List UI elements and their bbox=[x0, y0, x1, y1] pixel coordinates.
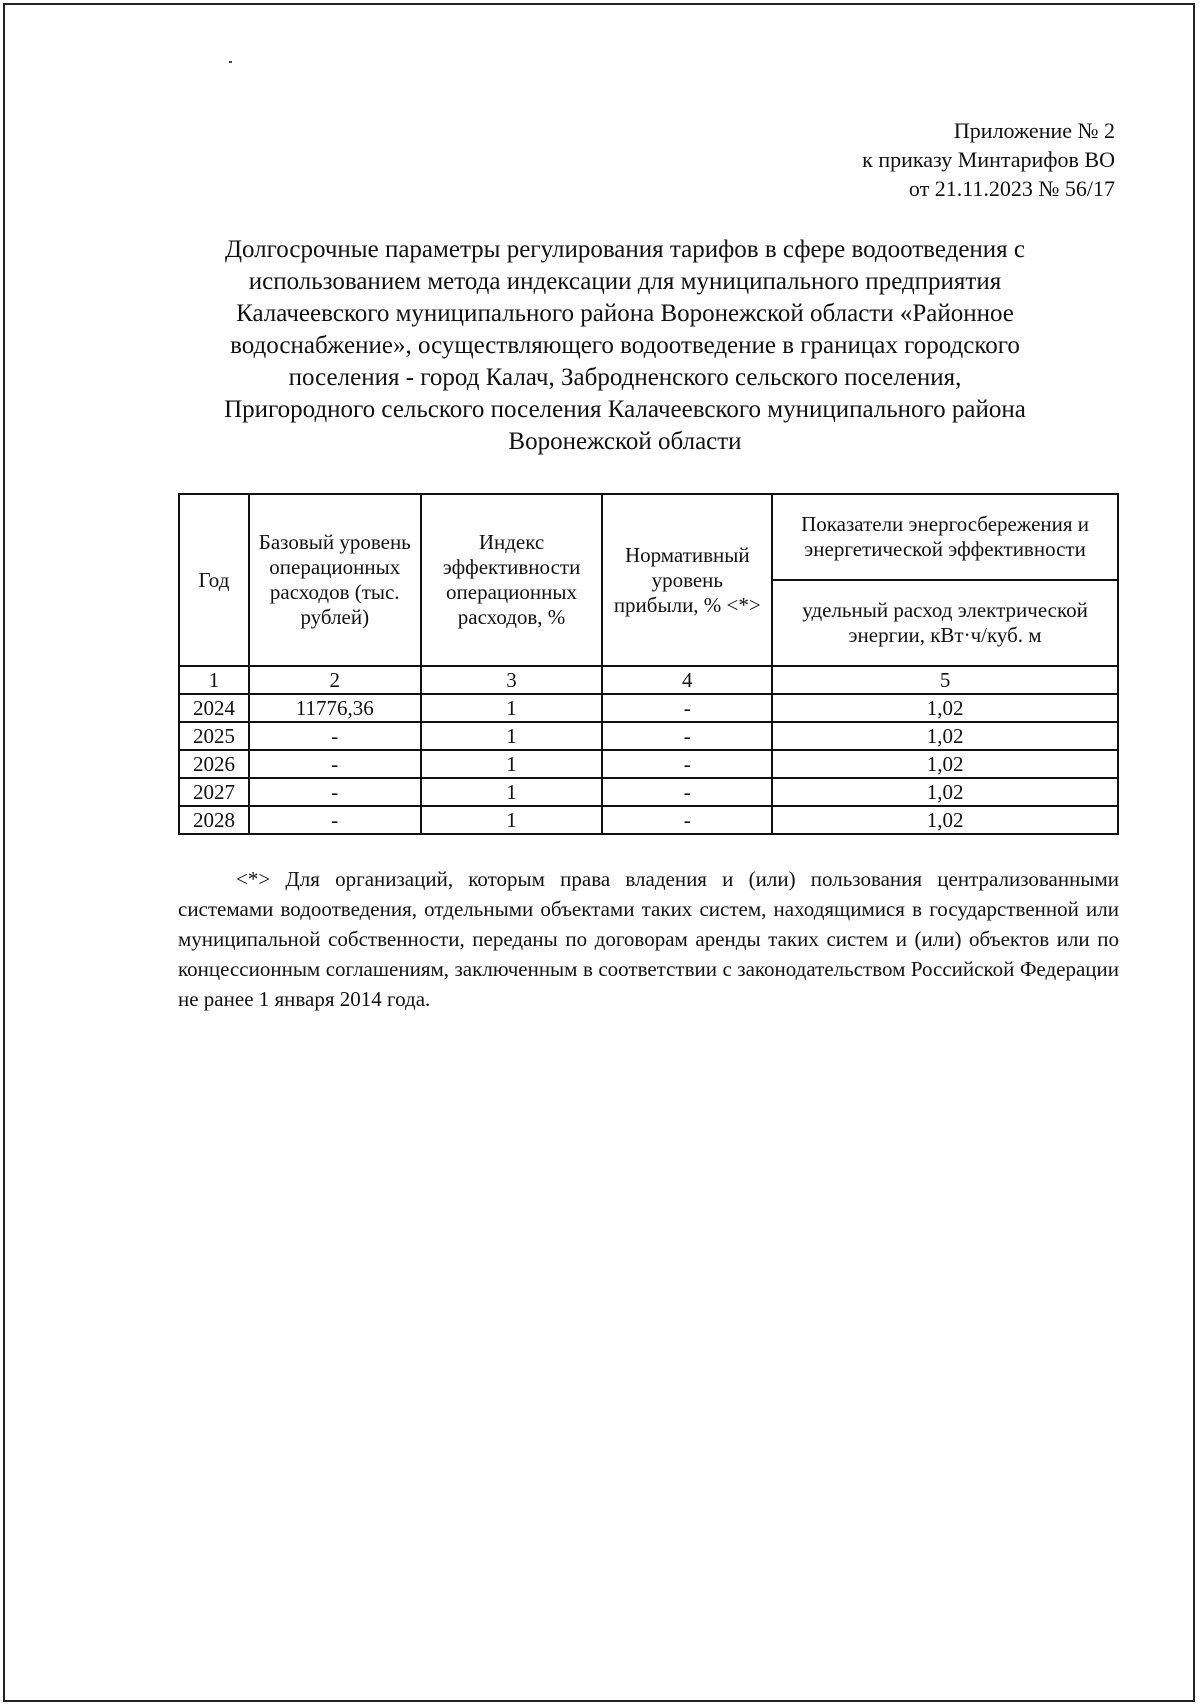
table-row bbox=[179, 806, 1118, 834]
column-number: 2 bbox=[249, 666, 421, 694]
document-title bbox=[160, 234, 1090, 458]
column-number: 1 bbox=[179, 666, 249, 694]
cell-energy: 1,02 bbox=[772, 722, 1118, 750]
header-year: Год bbox=[179, 494, 249, 666]
table-row bbox=[179, 722, 1118, 750]
cell-index: 1 bbox=[421, 694, 603, 722]
cell-index: 1 bbox=[421, 778, 603, 806]
title-line: Калачеевского муниципального района Воронежской области «Районное bbox=[236, 300, 1014, 327]
cell-base: - bbox=[249, 750, 421, 778]
table-row bbox=[179, 778, 1118, 806]
cell-index: 1 bbox=[421, 722, 603, 750]
parameters-table bbox=[178, 493, 1119, 835]
cell-year: 2026 bbox=[179, 750, 249, 778]
table-row bbox=[179, 694, 1118, 722]
cell-norm: - bbox=[602, 806, 772, 834]
title-line: Пригородного сельского поселения Калачеевского муниципального района bbox=[224, 396, 1026, 423]
cell-year: 2024 bbox=[179, 694, 249, 722]
cell-energy: 1,02 bbox=[772, 778, 1118, 806]
title-line: Долгосрочные параметры регулирования тарифов в сфере водоотведения с bbox=[224, 236, 1026, 263]
title-line: использованием метода индексации для муниципального предприятия bbox=[248, 268, 1002, 295]
column-number: 5 bbox=[772, 666, 1118, 694]
header-normative-profit: Нормативный уровень прибыли, % <*> bbox=[602, 494, 772, 666]
cell-energy: 1,02 bbox=[772, 750, 1118, 778]
cell-norm: - bbox=[602, 750, 772, 778]
header-base-opex: Базовый уровень операционных расходов (тыс. рублей) bbox=[249, 494, 421, 666]
header-efficiency-index: Индекс эффективности операционных расходов, % bbox=[421, 494, 603, 666]
cell-year: 2028 bbox=[179, 806, 249, 834]
cell-base: 11776,36 bbox=[249, 694, 421, 722]
appendix-header bbox=[862, 116, 1115, 203]
scan-speck bbox=[229, 61, 232, 63]
title-line: Воронежской области bbox=[508, 428, 742, 455]
cell-year: 2025 bbox=[179, 722, 249, 750]
cell-base: - bbox=[249, 722, 421, 750]
cell-norm: - bbox=[602, 694, 772, 722]
cell-year: 2027 bbox=[179, 778, 249, 806]
title-line: водоснабжение», осуществляющего водоотведение в границах городского bbox=[230, 332, 1020, 359]
cell-base: - bbox=[249, 778, 421, 806]
order-reference: к приказу Минтарифов ВО bbox=[862, 147, 1115, 172]
cell-base: - bbox=[249, 806, 421, 834]
footnote: <*> Для организаций, которым права владения и (или) пользования централизованными системами водоотведения, отдельными объектами таких систем, находящимися в государственной или муниципальной собственности, переданы по договорам аренды таких систем и (или) объектов или по концессионным соглашениям, заключенным в соответствии с законодательством Российской Федерации не ранее 1 января 2014 года. bbox=[178, 867, 1119, 1011]
cell-energy: 1,02 bbox=[772, 694, 1118, 722]
header-energy-consumption: удельный расход электрической энергии, кВт·ч/куб. м bbox=[772, 580, 1118, 666]
cell-norm: - bbox=[602, 722, 772, 750]
header-energy-group: Показатели энергосбережения и энергетической эффективности bbox=[772, 494, 1118, 580]
cell-index: 1 bbox=[421, 750, 603, 778]
cell-energy: 1,02 bbox=[772, 806, 1118, 834]
column-number-row bbox=[179, 666, 1118, 694]
column-number: 4 bbox=[602, 666, 772, 694]
cell-norm: - bbox=[602, 778, 772, 806]
cell-index: 1 bbox=[421, 806, 603, 834]
column-number: 3 bbox=[421, 666, 603, 694]
order-date: от 21.11.2023 № 56/17 bbox=[908, 176, 1115, 201]
title-line: поселения - город Калач, Забродненского сельского поселения, bbox=[288, 364, 962, 391]
appendix-number: Приложение № 2 bbox=[953, 118, 1115, 143]
table-row bbox=[179, 750, 1118, 778]
table-header-row bbox=[179, 494, 1118, 580]
